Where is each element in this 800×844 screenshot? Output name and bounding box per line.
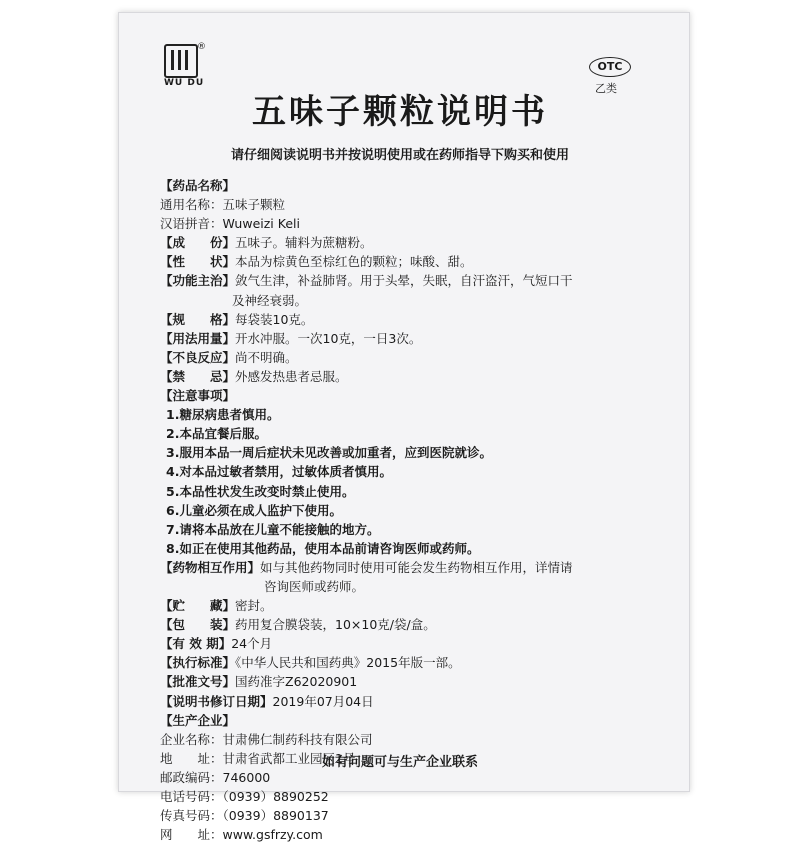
approval-row: 【批准文号】国药准字Z62020901	[160, 674, 358, 690]
precaution-item: 6.儿童必须在成人监护下使用。	[166, 502, 342, 518]
interactions-row-cont: 咨询医师或药师。	[264, 578, 365, 594]
leaflet-body	[160, 176, 630, 844]
usage-warning: 请仔细阅读说明书并按说明使用或在药师指导下购买和使用	[230, 148, 569, 163]
composition-row: 【成 份】五味子。辅料为蔗糖粉。	[160, 235, 373, 251]
precaution-item: 3.服用本品一周后症状未见改善或加重者，应到医院就诊。	[166, 445, 492, 461]
precaution-item: 7.请将本品放在儿童不能接触的地方。	[166, 521, 380, 537]
storage-row: 【贮 藏】密封。	[160, 598, 273, 614]
otc-class: 乙类	[595, 82, 617, 95]
package-row: 【包 装】药用复合膜袋装，10×10克/袋/盒。	[160, 617, 436, 633]
manufacturer-postcode-row: 邮政编码：746000	[160, 769, 271, 785]
manufacturer-fax-row: 传真号码：（0939）8890137	[160, 808, 329, 824]
generic-name-row: 通用名称：五味子颗粒	[160, 197, 286, 213]
manufacturer-phone-row: 电话号码：（0939）8890252	[160, 789, 329, 804]
adverse-row: 【不良反应】尚不明确。	[160, 349, 298, 365]
interactions-row: 【药物相互作用】如与其他药物同时使用可能会发生药物相互作用，详情请	[160, 559, 573, 575]
precaution-item: 4.对本品过敏者禁用，过敏体质者慎用。	[166, 464, 392, 480]
precaution-item: 1.糖尿病患者慎用。	[166, 407, 280, 423]
manufacturer-web-row: 网 址：www.gsfrzy.com	[160, 827, 323, 843]
section-drug-name: 【药品名称】	[160, 178, 236, 193]
validity-row: 【有 效 期】24个月	[160, 636, 273, 652]
revision-row: 【说明书修订日期】2019年07月04日	[160, 693, 374, 709]
indications-row-cont: 及神经衰弱。	[232, 292, 308, 308]
registered-mark: ®	[197, 42, 206, 52]
standard-row: 【执行标准】《中华人民共和国药典》2015年版一部。	[160, 655, 461, 671]
precaution-item: 8.如正在使用其他药品，使用本品前请咨询医师或药师。	[166, 540, 480, 556]
manufacturer-address-row: 地 址：甘肃省武都工业园区1号	[160, 750, 356, 766]
indications-row: 【功能主治】敛气生津，补益肺肾。用于头晕，失眠，自汗盗汗，气短口干	[160, 273, 573, 289]
dosage-row: 【用法用量】开水冲服。一次10克，一日3次。	[160, 330, 422, 346]
contraindications-row: 【禁 忌】外感发热患者忌服。	[160, 368, 348, 384]
manufacturer-name-row: 企业名称：甘肃佛仁制药科技有限公司	[160, 731, 373, 747]
document-title: 五味子颗粒说明书	[252, 92, 548, 132]
logo-mark-icon	[164, 44, 198, 78]
section-manufacturer: 【生产企业】	[160, 712, 236, 728]
character-row: 【性 状】本品为棕黄色至棕红色的颗粒；味酸、甜。	[160, 254, 473, 270]
pinyin-row: 汉语拼音：Wuweizi Keli	[160, 216, 300, 232]
precaution-item: 2.本品宜餐后服。	[166, 426, 267, 442]
section-precautions: 【注意事项】	[160, 388, 236, 404]
otc-badge: OTC	[589, 57, 631, 77]
brand-name: WU DU	[164, 78, 205, 88]
contact-footer: 如有问题可与生产企业联系	[321, 755, 478, 770]
precaution-item: 5.本品性状发生改变时禁止使用。	[166, 483, 355, 499]
specification-row: 【规 格】每袋装10克。	[160, 311, 314, 327]
